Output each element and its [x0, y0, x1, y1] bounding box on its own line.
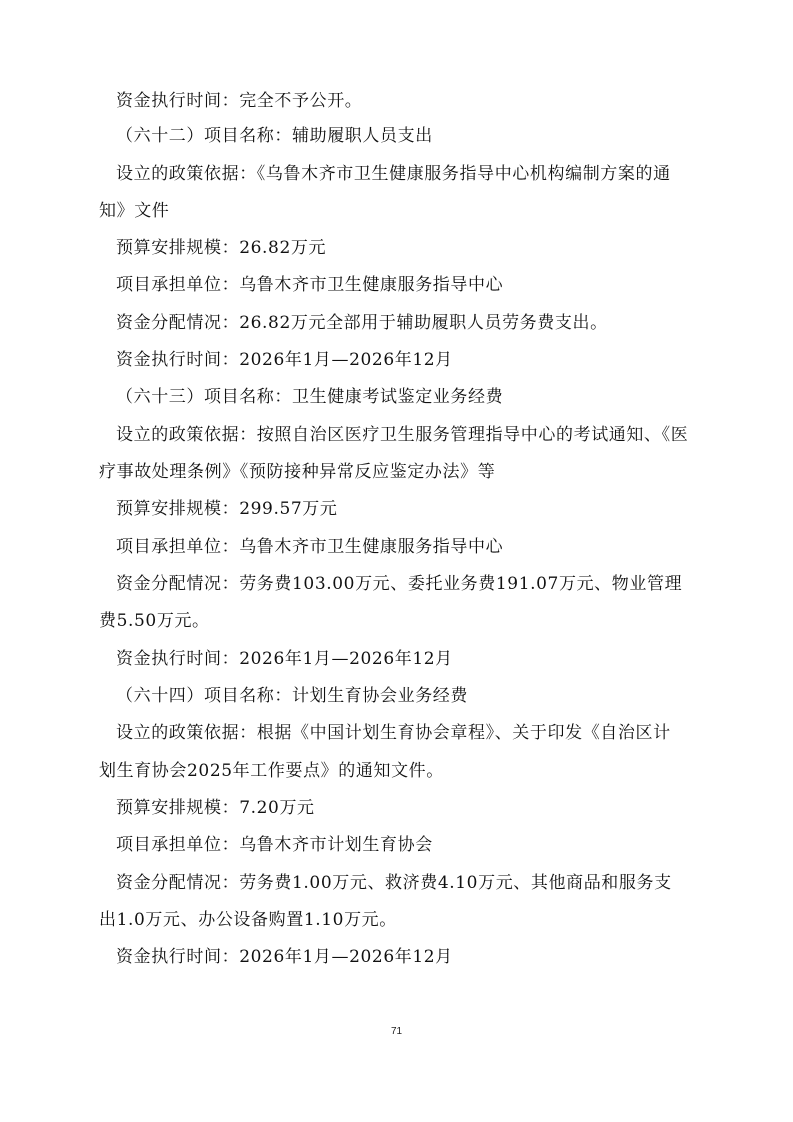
- text-line: 项目承担单位：乌鲁木齐市计划生育协会: [116, 835, 433, 855]
- section-heading: （六十四）项目名称：计划生育协会业务经费: [116, 686, 468, 706]
- text-line: 知》文件: [99, 201, 170, 221]
- text-line: 设立的政策依据：《乌鲁木齐市卫生健康服务指导中心机构编制方案的通: [116, 164, 671, 184]
- page-number: 71: [390, 1026, 403, 1037]
- text-line: 资金分配情况：劳务费103.00万元、委托业务费191.07万元、物业管理: [116, 574, 683, 594]
- text-line: 资金执行时间：2026年1月—2026年12月: [116, 649, 453, 669]
- section-heading: （六十三）项目名称：卫生健康考试鉴定业务经费: [116, 387, 504, 407]
- text-line: 设立的政策依据：根据《中国计划生育协会章程》、关于印发《自治区计: [116, 723, 671, 743]
- text-line: 资金分配情况：劳务费1.00万元、救济费4.10万元、其他商品和服务支: [116, 873, 672, 893]
- text-line: 预算安排规模：26.82万元: [116, 238, 327, 258]
- section-heading: （六十二）项目名称：辅助履职人员支出: [116, 126, 433, 146]
- text-line: 设立的政策依据：按照自治区医疗卫生服务管理指导中心的考试通知、《医: [116, 425, 689, 445]
- text-line: 预算安排规模：299.57万元: [116, 499, 338, 519]
- text-line: 资金执行时间：2026年1月—2026年12月: [116, 350, 453, 370]
- text-line: 项目承担单位：乌鲁木齐市卫生健康服务指导中心: [116, 537, 504, 557]
- text-line: 出1.0万元、办公设备购置1.10万元。: [99, 910, 397, 930]
- text-line: 资金分配情况：26.82万元全部用于辅助履职人员劳务费支出。: [116, 313, 608, 333]
- text-line: 资金执行时间：完全不予公开。: [116, 91, 363, 111]
- text-line: 划生育协会2025年工作要点》的通知文件。: [99, 761, 444, 781]
- text-line: 费5.50万元。: [99, 611, 210, 631]
- text-line: 预算安排规模：7.20万元: [116, 798, 315, 818]
- text-line: 资金执行时间：2026年1月—2026年12月: [116, 947, 453, 967]
- text-line: 疗事故处理条例》《预防接种异常反应鉴定办法》等: [99, 462, 496, 482]
- text-line: 项目承担单位：乌鲁木齐市卫生健康服务指导中心: [116, 275, 504, 295]
